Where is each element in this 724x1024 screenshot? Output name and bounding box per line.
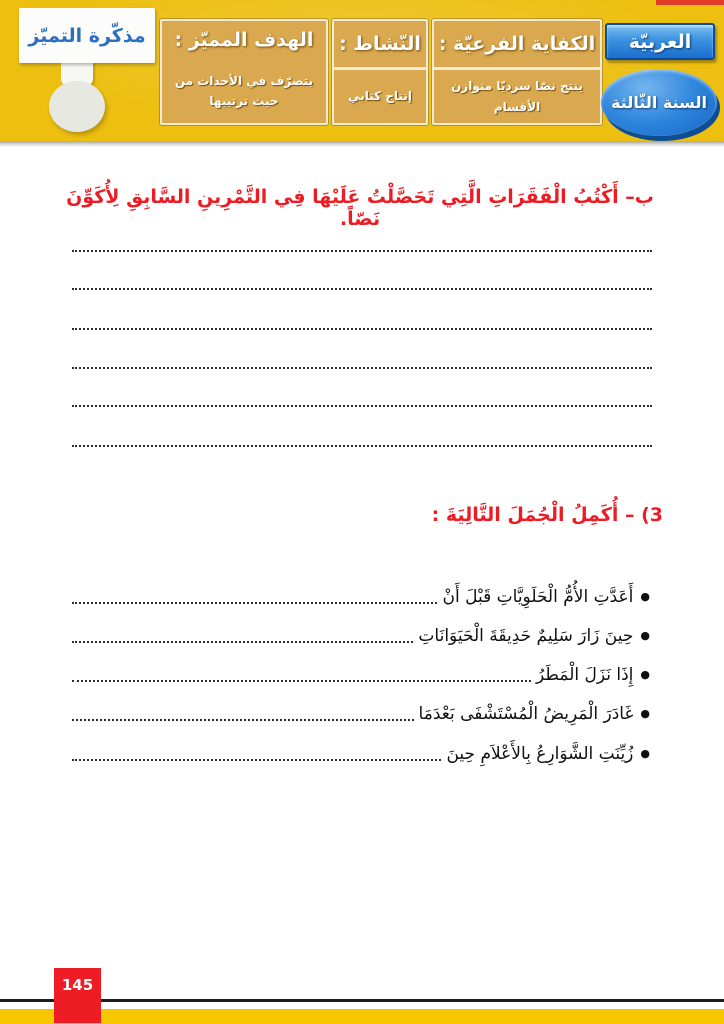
level-badge: السنة الثّالثة <box>601 69 717 136</box>
bullet-icon: ● <box>640 707 650 720</box>
dotted-blank <box>72 719 414 721</box>
writing-line <box>72 250 652 252</box>
competency-box <box>432 19 602 125</box>
goal-body: يتصرّف في الأحداث من حيث ترتيبها <box>174 73 314 108</box>
writing-line <box>72 445 652 447</box>
sentence-item <box>72 695 650 727</box>
brand-logo-text: مذكّرة التميّز <box>28 24 146 47</box>
sentence-item <box>72 656 650 688</box>
competency-title: الكفاية الفرعيّة : <box>434 21 600 70</box>
bullet-icon: ● <box>640 747 650 760</box>
writing-line <box>72 367 652 369</box>
page-number: 145 <box>54 968 101 1023</box>
top-right-red-stripe <box>656 0 724 5</box>
dotted-blank <box>72 641 413 643</box>
sentence-item <box>72 617 650 649</box>
competency-body: ينتج نصّا سرديّا متوازن الأقسام <box>451 79 583 114</box>
dotted-blank <box>72 602 437 604</box>
bullet-icon: ● <box>640 629 650 642</box>
exercise-3-heading: 3) – أُكَمِلُ الْجُمَلَ التَّالِيَةَ : <box>431 504 663 526</box>
sentence-text: إِذَا نَزَلَ الْمَطَرُ <box>536 665 634 685</box>
sentence-text: حِينَ زَارَ سَلِيمٌ حَدِيقَةَ الْحَيَوَانَاتِ <box>418 626 634 646</box>
sentence-item <box>72 735 650 767</box>
bullet-icon: ● <box>640 668 650 681</box>
activity-box <box>332 19 428 125</box>
writing-line <box>72 405 652 407</box>
goal-title: الهدف المميّز : <box>174 29 314 51</box>
sentence-text: زُيِّنَتِ الشَّوَارِعُ بِالأَعْلاَمِ حِينَ <box>446 744 634 764</box>
goal-box <box>160 19 328 125</box>
sentence-item <box>72 578 650 610</box>
sentence-text: غَادَرَ الْمَرِيضُ الْمُسْتَشْفَى بَعْدَمَا <box>418 704 634 724</box>
writing-line <box>72 288 652 290</box>
brand-logo <box>19 8 155 63</box>
footer-rule <box>0 999 724 1002</box>
dotted-blank <box>72 680 531 682</box>
header-shadow <box>0 141 724 147</box>
exercise-b-heading: ب– أَكْتُبُ الْفَقَرَاتِ الَّتِي تَحَصَّلْتُ عَلَيْهَا فِي التَّمْرِينِ السَّابِقِ لِأُكَوِّنَ نَصّاً. <box>66 186 654 230</box>
activity-title: النّشاط : <box>334 21 426 70</box>
sentence-text: أَعَدَّتِ الأُمُّ الْحَلَوِيَّاتِ قَبْلَ أَنْ <box>442 587 634 607</box>
logo-pin-ball <box>49 81 105 132</box>
writing-line <box>72 328 652 330</box>
bullet-icon: ● <box>640 590 650 603</box>
lesson-info-table <box>160 19 602 125</box>
subject-badge: العربيّة <box>605 23 715 60</box>
footer-yellow-bar <box>0 1009 724 1024</box>
dotted-blank <box>72 759 441 761</box>
activity-body: إنتاج كتابي <box>348 89 412 104</box>
